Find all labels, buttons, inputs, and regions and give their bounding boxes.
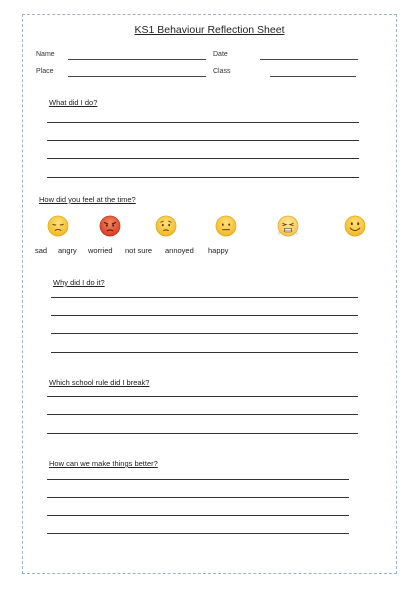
answer-line[interactable]	[51, 333, 358, 334]
feeling-label: worried	[88, 246, 113, 255]
answer-line[interactable]	[47, 414, 358, 415]
angry-face-icon[interactable]	[99, 215, 121, 237]
happy-face-icon[interactable]	[344, 215, 366, 237]
place-label: Place	[36, 68, 54, 75]
answer-line[interactable]	[47, 122, 359, 123]
answer-line[interactable]	[47, 479, 349, 480]
name-line[interactable]	[68, 59, 206, 60]
answer-line[interactable]	[47, 140, 359, 141]
answer-line[interactable]	[47, 158, 359, 159]
not-sure-face-icon[interactable]	[215, 215, 237, 237]
feeling-label: sad	[35, 246, 48, 255]
sheet-title: KS1 Behaviour Reflection Sheet	[134, 24, 285, 36]
answer-line[interactable]	[47, 396, 358, 397]
worried-face-icon[interactable]	[155, 215, 177, 237]
answer-line[interactable]	[51, 315, 358, 316]
date-label: Date	[213, 51, 228, 58]
worksheet-page	[22, 14, 397, 574]
feeling-label: not sure	[125, 246, 153, 255]
answer-line[interactable]	[51, 352, 358, 353]
answer-line[interactable]	[47, 497, 349, 498]
class-label: Class	[213, 68, 231, 75]
what-did-i-do-heading: What did I do?	[49, 98, 98, 107]
annoyed-face-icon[interactable]	[277, 215, 299, 237]
answer-line[interactable]	[47, 433, 358, 434]
answer-line[interactable]	[47, 533, 349, 534]
place-line[interactable]	[68, 76, 206, 77]
name-label: Name	[36, 51, 55, 58]
answer-line[interactable]	[47, 177, 359, 178]
answer-line[interactable]	[51, 297, 358, 298]
why-heading: Why did I do it?	[53, 278, 105, 287]
make-better-heading: How can we make things better?	[49, 459, 158, 468]
answer-line[interactable]	[47, 515, 349, 516]
feeling-label: happy	[208, 246, 229, 255]
feeling-label: annoyed	[165, 246, 194, 255]
class-line[interactable]	[270, 76, 356, 77]
date-line[interactable]	[260, 59, 358, 60]
school-rule-heading: Which school rule did I break?	[49, 378, 150, 387]
sad-face-icon[interactable]	[47, 215, 69, 237]
feeling-label: angry	[58, 246, 77, 255]
feelings-heading: How did you feel at the time?	[39, 195, 136, 204]
